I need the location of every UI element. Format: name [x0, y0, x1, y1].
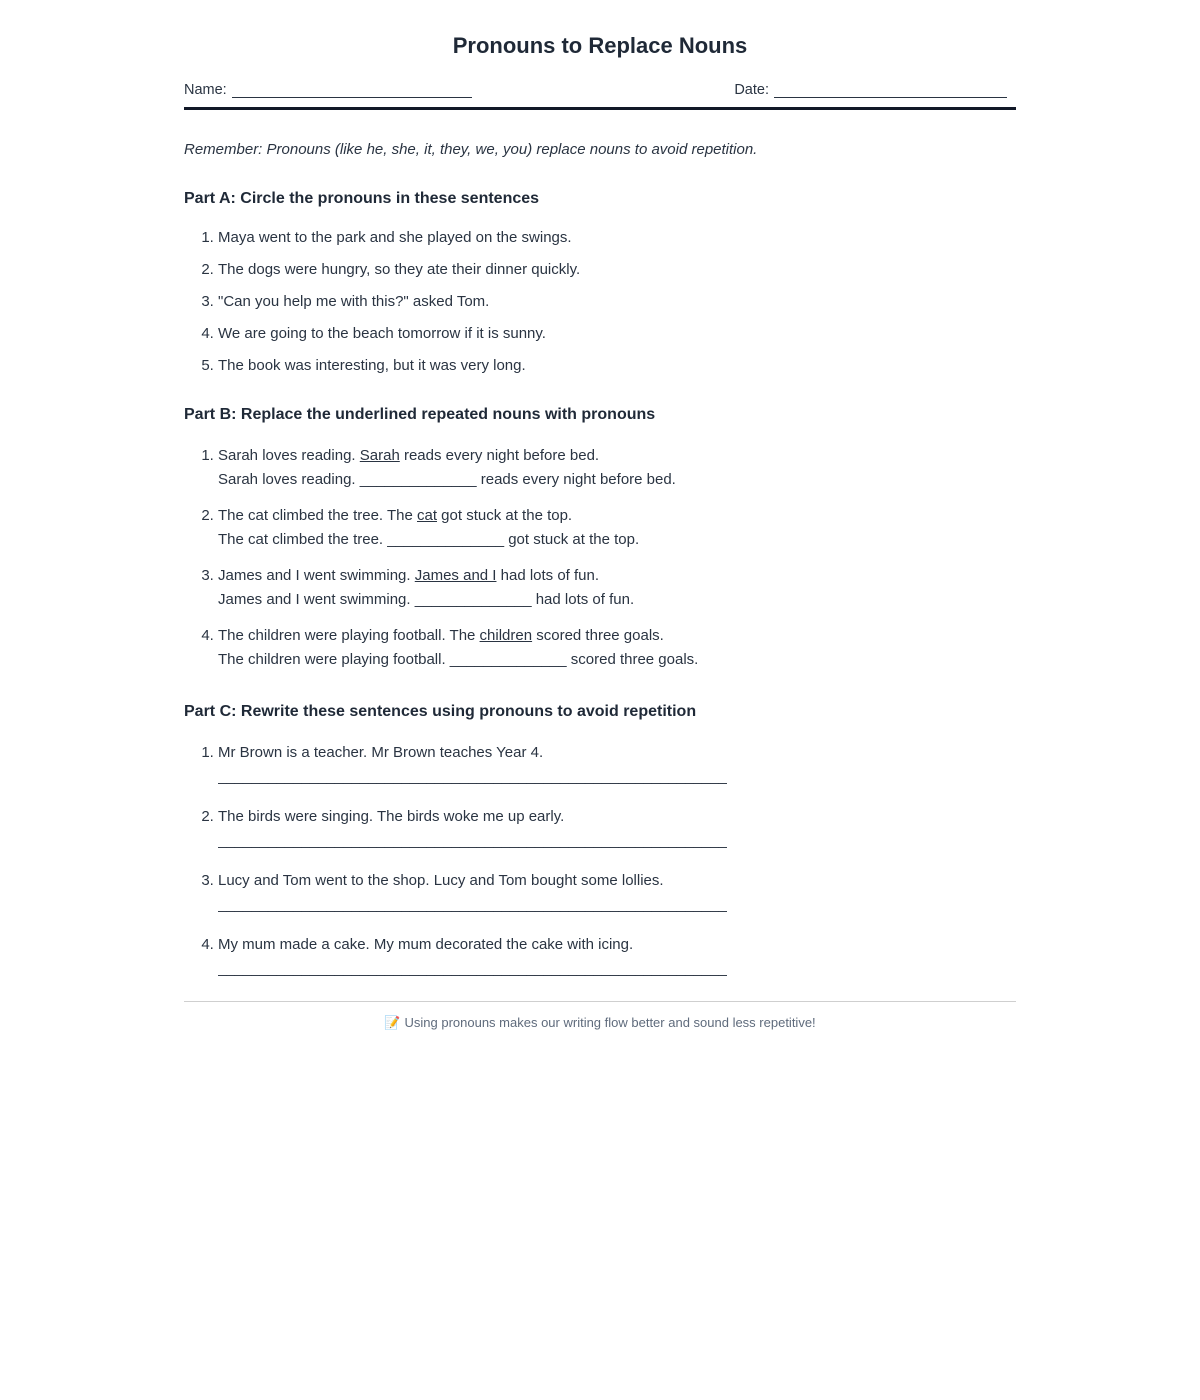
- part-b-item-2: [218, 504, 1016, 552]
- worksheet-page: [184, 0, 1016, 1032]
- write-line[interactable]: [218, 829, 1016, 853]
- part-a-heading: Part A: Circle the pronouns in these sentences: [184, 190, 540, 208]
- name-blank-line[interactable]: [232, 83, 472, 98]
- sentence-text: 2. The birds were singing. The birds woke me up early.: [218, 807, 565, 825]
- part-b-item-3: [218, 564, 1016, 612]
- answer-sentence: [218, 588, 1016, 612]
- answer-blank[interactable]: ______________: [414, 590, 532, 608]
- write-line-text: _____________________________________________________________: [218, 767, 727, 785]
- sentence-text: reads every night before bed.: [399, 446, 600, 464]
- date-field: [734, 82, 1016, 98]
- part-a-item-2: [218, 261, 1016, 279]
- write-line-text: _____________________________________________________________: [218, 895, 727, 913]
- answer-sentence: [218, 468, 1016, 492]
- original-sentence: [218, 504, 1016, 528]
- original-sentence: [218, 624, 1016, 648]
- sentence-text: got stuck at the top.: [437, 506, 573, 524]
- sentence-text: 4. My mum made a cake. My mum decorated the cake with icing.: [218, 935, 634, 953]
- part-b-list: [184, 444, 1016, 672]
- part-a-item-1: [218, 229, 1016, 247]
- part-a-item-3: [218, 293, 1016, 311]
- part-a-list: [184, 229, 1016, 375]
- part-c-item-4: [218, 933, 1016, 981]
- header-divider: [184, 107, 1016, 110]
- underlined-noun: children: [479, 626, 533, 644]
- answer-sentence: [218, 648, 1016, 672]
- sentence-text: We are going to the beach tomorrow if it is sunny.: [218, 324, 546, 342]
- sentence-text: The dogs were hungry, so they ate their dinner quickly.: [218, 260, 581, 278]
- part-c-item-1: [218, 741, 1016, 789]
- answer-blank[interactable]: ______________: [359, 470, 477, 488]
- sentence-text: got stuck at the top.: [504, 530, 640, 548]
- page-title: Pronouns to Replace Nouns: [452, 33, 748, 58]
- write-line-text: _____________________________________________________________: [218, 959, 727, 977]
- name-date-row: [184, 82, 1016, 98]
- underlined-noun: cat: [417, 506, 438, 524]
- sentence-text: 3. Lucy and Tom went to the shop. Lucy and Tom bought some lollies.: [218, 871, 664, 889]
- part-c-item-3: [218, 869, 1016, 917]
- name-field: [184, 82, 472, 98]
- write-line[interactable]: [218, 957, 1016, 981]
- part-b-item-1: [218, 444, 1016, 492]
- sentence-text: Maya went to the park and she played on the swings.: [218, 228, 572, 246]
- memo-icon: 📝: [384, 1014, 401, 1030]
- reminder-text: Remember: Pronouns (like he, she, it, they, we, you) replace nouns to avoid repetition.: [184, 141, 758, 159]
- sentence-text: "Can you help me with this?" asked Tom.: [218, 292, 490, 310]
- sentence-text: reads every night before bed.: [476, 470, 676, 488]
- part-b-heading: Part B: Replace the underlined repeated nouns with pronouns: [184, 405, 656, 423]
- write-line-text: _____________________________________________________________: [218, 831, 727, 849]
- underlined-noun: James and I: [414, 566, 497, 584]
- sentence-text: had lots of fun.: [496, 566, 600, 584]
- part-c-heading: Part C: Rewrite these sentences using pronouns to avoid repetition: [184, 702, 697, 720]
- sentence-text: The children were playing football. The: [218, 626, 480, 644]
- part-c-list: [184, 741, 1016, 981]
- write-line[interactable]: [218, 893, 1016, 917]
- answer-blank[interactable]: ______________: [387, 530, 505, 548]
- sentence-text: scored three goals.: [532, 626, 664, 644]
- sentence-text: James and I went swimming.: [218, 590, 415, 608]
- footer-note-row: [184, 1015, 1016, 1032]
- sentence-text: James and I went swimming.: [218, 566, 415, 584]
- sentence-text: scored three goals.: [566, 650, 699, 668]
- sentence-text: The book was interesting, but it was very long.: [218, 356, 526, 374]
- sentence-text: had lots of fun.: [531, 590, 635, 608]
- sentence-text: 1. Mr Brown is a teacher. Mr Brown teaches Year 4.: [218, 743, 544, 761]
- footer-note-text: Using pronouns makes our writing flow better and sound less repetitive!: [404, 1014, 816, 1030]
- name-label: Name:: [184, 82, 227, 99]
- answer-blank[interactable]: ______________: [449, 650, 567, 668]
- date-label: Date:: [734, 82, 769, 99]
- sentence-text: The cat climbed the tree. The: [218, 506, 417, 524]
- part-a-item-4: [218, 325, 1016, 343]
- sentence-text: Sarah loves reading.: [218, 446, 360, 464]
- sentence-text: Sarah loves reading.: [218, 470, 360, 488]
- underlined-noun: Sarah: [359, 446, 400, 464]
- part-b-item-4: [218, 624, 1016, 672]
- sentence-text: The cat climbed the tree.: [218, 530, 388, 548]
- original-sentence: [218, 564, 1016, 588]
- date-blank-line[interactable]: [774, 83, 1007, 98]
- original-sentence: [218, 444, 1016, 468]
- footer-divider: [184, 1001, 1016, 1002]
- sentence-text: The children were playing football.: [218, 650, 450, 668]
- part-c-item-2: [218, 805, 1016, 853]
- part-a-item-5: [218, 357, 1016, 375]
- answer-sentence: [218, 528, 1016, 552]
- write-line[interactable]: [218, 765, 1016, 789]
